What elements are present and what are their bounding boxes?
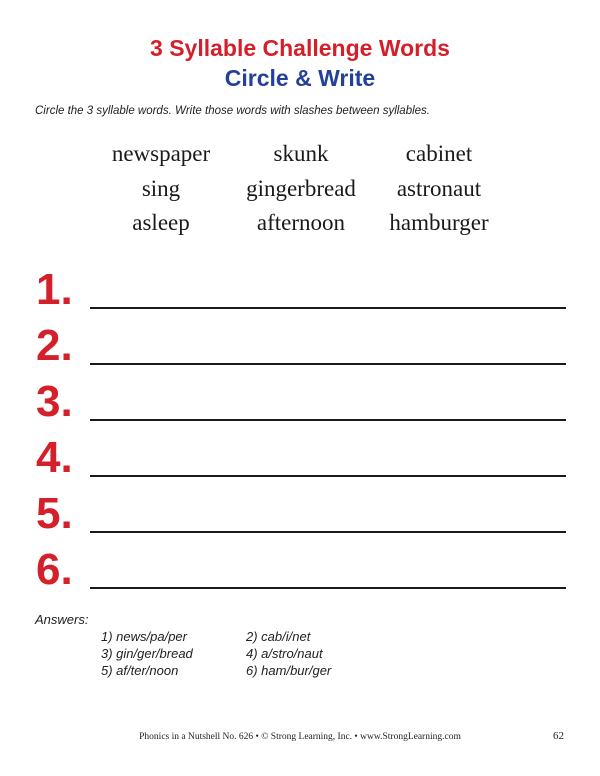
answer-key-item: 6) ham/bur/ger xyxy=(246,663,332,678)
word-bank-word: sing xyxy=(141,176,181,201)
line-number: 1. xyxy=(36,265,73,314)
answer-key-item: 1) news/pa/per xyxy=(101,629,187,644)
answer-key-item: 3) gin/ger/bread xyxy=(101,646,193,661)
answer-key-item: 4) a/stro/naut xyxy=(246,646,323,661)
write-line[interactable] xyxy=(90,475,566,477)
answer-line-2[interactable] xyxy=(36,321,566,371)
answer-key-item: 2) cab/i/net xyxy=(246,629,311,644)
answer-line-4[interactable] xyxy=(36,433,566,483)
line-number: 6. xyxy=(36,545,73,594)
instructions-text: Circle the 3 syllable words. Write those words with slashes between syllables. xyxy=(35,105,430,117)
write-line[interactable] xyxy=(90,587,566,589)
line-number: 3. xyxy=(36,377,73,426)
word-bank-word: afternoon xyxy=(256,210,346,235)
word-bank-word: skunk xyxy=(273,141,329,166)
write-line[interactable] xyxy=(90,419,566,421)
word-bank-word: newspaper xyxy=(111,141,211,166)
answer-key-item: 5) af/ter/noon xyxy=(101,663,179,678)
worksheet-subtitle: Circle & Write xyxy=(224,65,376,91)
write-line[interactable] xyxy=(90,307,566,309)
word-bank xyxy=(0,0,600,240)
worksheet-title: 3 Syllable Challenge Words xyxy=(150,35,450,61)
page-number: 62 xyxy=(553,730,564,742)
write-line[interactable] xyxy=(90,363,566,365)
answers-heading: Answers: xyxy=(35,612,89,627)
write-line[interactable] xyxy=(90,531,566,533)
answer-line-3[interactable] xyxy=(36,377,566,427)
answer-line-6[interactable] xyxy=(36,545,566,595)
line-number: 5. xyxy=(36,489,73,538)
footer-credit: Phonics in a Nutshell No. 626 • © Strong Learning, Inc. • www.StrongLearning.com xyxy=(139,732,461,742)
answer-line-5[interactable] xyxy=(36,489,566,539)
word-bank-word: hamburger xyxy=(389,210,489,235)
word-bank-word: asleep xyxy=(132,210,190,235)
word-bank-word: gingerbread xyxy=(246,176,356,201)
answer-line-1[interactable] xyxy=(36,265,566,315)
line-number: 4. xyxy=(36,433,73,482)
word-bank-word: astronaut xyxy=(396,176,482,201)
word-bank-word: cabinet xyxy=(405,141,473,166)
line-number: 2. xyxy=(36,321,73,370)
